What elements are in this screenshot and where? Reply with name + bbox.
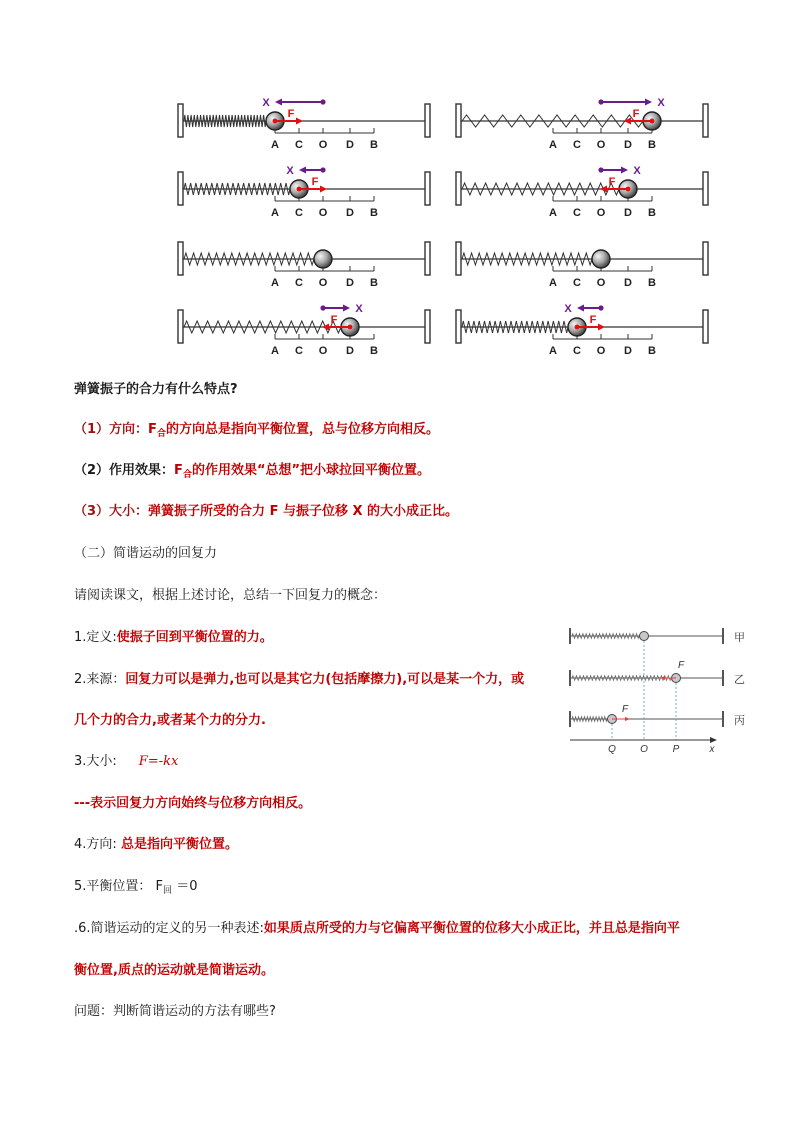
axis-arrowhead (710, 737, 717, 743)
wall-right (703, 172, 708, 205)
scale-label: A (271, 207, 279, 219)
spring-oscillator-diagram (0, 0, 794, 372)
spring (184, 253, 314, 265)
scale-label: B (370, 139, 378, 151)
scale-label: B (648, 277, 656, 289)
wall-left (456, 242, 461, 275)
definition: 1.定义:使振子回到平衡位置的力。 (74, 630, 273, 645)
point-direction: （1）方向：$F_合$的方向总是指向平衡位置，总与位移方向相反。 (74, 422, 439, 439)
force-arrowhead (598, 324, 605, 331)
oscillator-panel (178, 165, 430, 219)
force-label: F (678, 660, 685, 671)
alt-definition-line-1: .6.简谐运动的定义的另一种表述:如果质点所受的力与它偏离平衡位置的位移大小成正比，并且总是指向平 (74, 921, 680, 936)
point-effect: （2）作用效果：$F_合$的作用效果“总想”把小球拉回平衡位置。 (74, 463, 431, 480)
force-arrowhead (296, 118, 303, 125)
scale-label: B (648, 345, 656, 357)
displacement-label: X (355, 303, 363, 315)
force-arrowhead (322, 324, 329, 331)
scale-label: A (271, 139, 279, 151)
oscillator-panel (178, 242, 430, 289)
scale-label: B (648, 207, 656, 219)
scale-label: D (624, 277, 632, 289)
alt-definition-line-2: 衡位置,质点的运动就是简谐运动。 (74, 963, 274, 978)
force-label: F (608, 176, 616, 188)
restoring-row (570, 711, 745, 727)
displacement-arrowhead (299, 167, 306, 174)
scale-label: D (346, 277, 354, 289)
spring (572, 634, 639, 639)
scale-label: D (624, 207, 632, 219)
question-heading: 弹簧振子的合力有什么特点? (74, 382, 238, 397)
scale-label: A (549, 345, 557, 357)
scale-label: B (370, 277, 378, 289)
source-line-2: 几个力的合力,或者某个力的分力. (74, 713, 266, 728)
equilibrium: 5.平衡位置： $F_回 =0$ (74, 879, 198, 896)
row-label: 丙 (734, 715, 745, 727)
scale-label: O (318, 207, 328, 219)
final-question: 问题：判断简谐运动的方法有哪些? (74, 1004, 276, 1019)
scale-label: A (271, 277, 279, 289)
axis-label: Q (608, 744, 616, 755)
scale-label: C (295, 345, 303, 357)
force-label: F (589, 314, 597, 326)
displacement-arrowhead (275, 99, 282, 106)
scale-label: D (346, 345, 354, 357)
wall-right (703, 104, 708, 137)
axis-label: x (709, 744, 715, 755)
wall-left (456, 104, 461, 137)
oscillator-panel (178, 97, 430, 151)
restoring-force-figure (560, 618, 760, 758)
wall-left (456, 310, 461, 343)
displacement-label: X (564, 303, 572, 315)
force-arrowhead (320, 186, 327, 193)
wall-left (178, 104, 183, 137)
oscillator-panel (178, 303, 430, 357)
axis-label: O (640, 744, 648, 755)
force-label: F (622, 704, 629, 715)
scale-label: B (648, 139, 656, 151)
displacement-arrowhead (621, 167, 628, 174)
row-label: 乙 (734, 674, 745, 686)
restoring-force-formula: F=-kx (138, 754, 179, 769)
scale-label: O (596, 207, 606, 219)
force-arrowhead (624, 118, 631, 125)
oscillator-panel (456, 165, 708, 219)
restoring-row (570, 628, 745, 644)
oscillator-panel (456, 242, 708, 289)
scale-label: C (573, 277, 581, 289)
wall-left (178, 310, 183, 343)
point-magnitude: （3）大小：弹簧振子所受的合力 F 与振子位移 X 的大小成正比。 (74, 504, 459, 519)
section-title: （二）简谐运动的回复力 (74, 546, 218, 561)
spring (462, 321, 568, 333)
scale-label: D (346, 139, 354, 151)
force-label: F (287, 108, 295, 120)
x-axis (570, 737, 717, 755)
displacement-label: X (633, 165, 641, 177)
scale-label: A (549, 277, 557, 289)
direction: 4.方向: 总是指向平衡位置。 (74, 837, 238, 852)
scale-label: C (573, 207, 581, 219)
intro-text: 请阅读课文，根据上述讨论，总结一下回复力的概念： (74, 588, 387, 603)
scale-label: D (346, 207, 354, 219)
oscillator-ball (314, 250, 332, 268)
scale-label: O (318, 345, 328, 357)
displacement-label: X (657, 97, 665, 109)
wall-right (703, 310, 708, 343)
spring (462, 115, 643, 127)
displacement-label: X (286, 165, 294, 177)
source-line-1: 2.来源：回复力可以是弹力,也可以是其它力(包括摩擦力),可以是某一个力，或 (74, 672, 525, 687)
spring (462, 253, 592, 265)
scale-label: C (573, 139, 581, 151)
wall-left (178, 172, 183, 205)
wall-right (425, 104, 430, 137)
scale-label: O (596, 277, 606, 289)
restoring-row (570, 670, 745, 686)
oscillator-ball (592, 250, 610, 268)
scale-label: A (271, 345, 279, 357)
oscillator-ball (640, 632, 649, 641)
wall-right (425, 172, 430, 205)
scale-label: B (370, 207, 378, 219)
wall-left (456, 172, 461, 205)
axis-label: P (672, 744, 680, 755)
force-arrowhead (625, 717, 630, 721)
force-label: F (330, 314, 338, 326)
scale-label: C (295, 207, 303, 219)
scale-label: O (318, 277, 328, 289)
scale-label: C (295, 139, 303, 151)
scale-label: C (295, 277, 303, 289)
scale-label: B (370, 345, 378, 357)
displacement-arrowhead (343, 305, 350, 312)
wall-left (178, 242, 183, 275)
scale-label: O (318, 139, 328, 151)
displacement-arrowhead (645, 99, 652, 106)
wall-right (703, 242, 708, 275)
wall-right (425, 310, 430, 343)
scale-label: O (596, 345, 606, 357)
row-label: 甲 (734, 632, 745, 644)
magnitude-note: ---表示回复力方向始终与位移方向相反。 (74, 796, 312, 811)
restoring-forces (612, 660, 685, 721)
spring (184, 183, 290, 195)
displacement-arrowhead (577, 305, 584, 312)
oscillator-panel (456, 303, 708, 357)
force-label: F (632, 108, 640, 120)
force-label: F (311, 176, 319, 188)
scale-label: C (573, 345, 581, 357)
scale-label: A (549, 207, 557, 219)
scale-label: D (624, 139, 632, 151)
force-arrowhead (600, 186, 607, 193)
oscillator-panel (456, 97, 708, 151)
wall-right (425, 242, 430, 275)
scale-label: A (549, 139, 557, 151)
scale-label: O (596, 139, 606, 151)
magnitude: 3.大小: F=-kx (74, 754, 179, 769)
scale-label: D (624, 345, 632, 357)
spring (184, 115, 266, 127)
displacement-label: X (262, 97, 270, 109)
